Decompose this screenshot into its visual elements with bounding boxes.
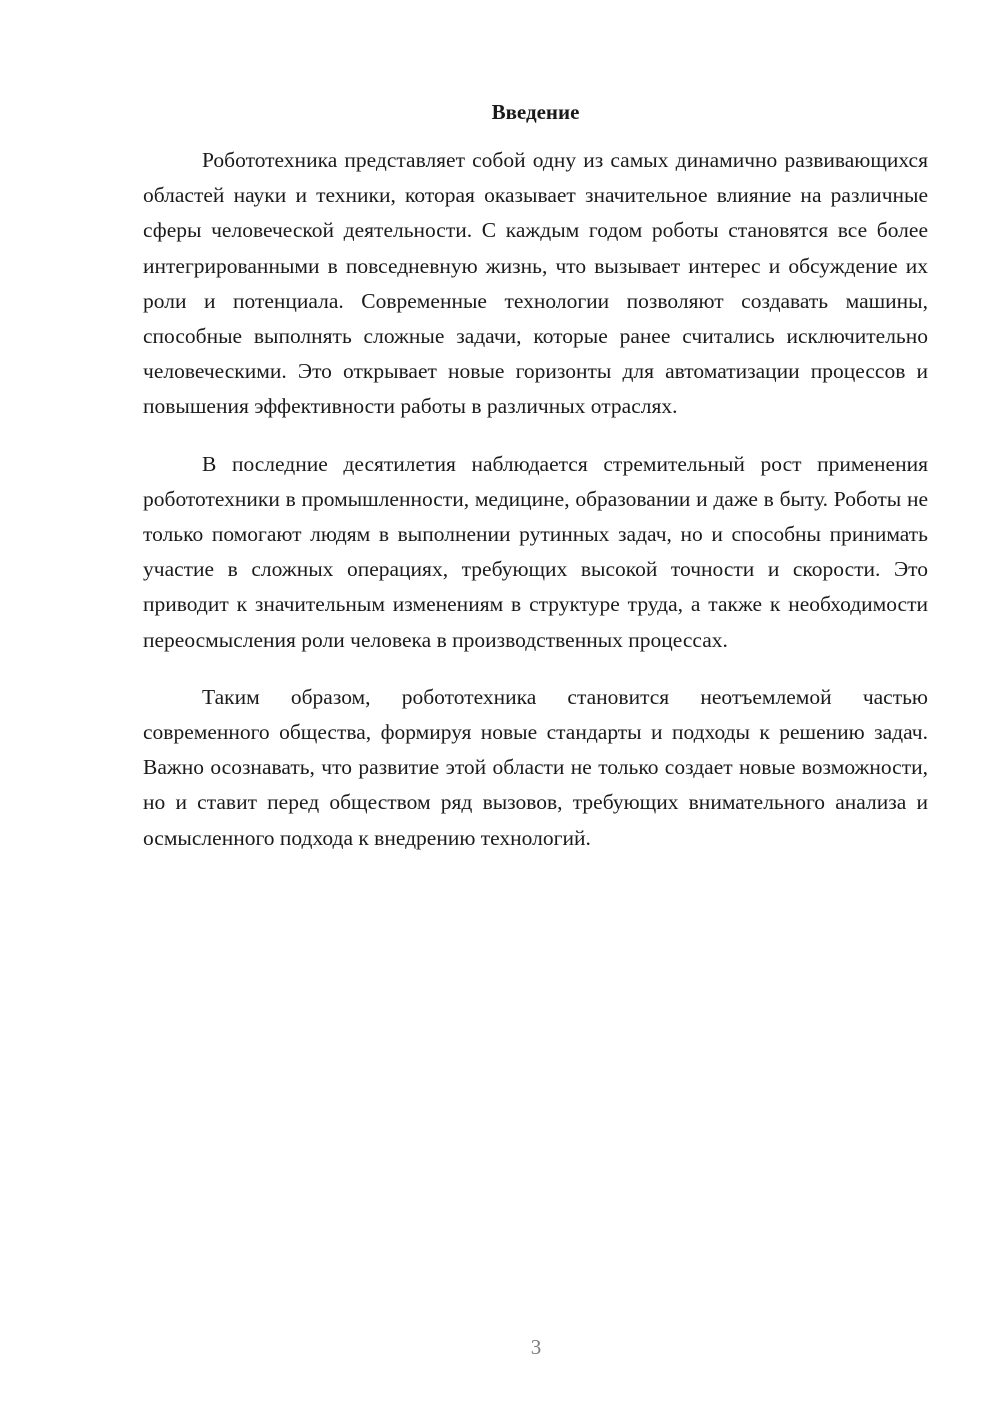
paragraph-1: Робототехника представляет собой одну из самых динамично развивающихся областей науки и техники, которая оказывает значительное влияние на различные сферы человеческой деятельности. С каждым годом роботы становятся все более интегрированными в повседневную жизнь, что вызывает интерес и обсуждение их роли и потенциала. Современные технологии позволяют создавать машины, способные выполнять сложные задачи, которые ранее считались исключительно человеческими. Это открывает новые горизонты для автоматизации процессов и повышения эффективности работы в различных отраслях. bbox=[143, 148, 928, 419]
body-text bbox=[143, 143, 928, 878]
section-heading: Введение bbox=[491, 100, 580, 124]
paragraph-2: В последние десятилетия наблюдается стремительный рост применения робототехники в промышленности, медицине, образовании и даже в быту. Роботы не только помогают людям в выполнении рутинных задач, но и способны принимать участие в сложных операциях, требующих высокой точности и скорости. Это приводит к значительным изменениям в структуре труда, а также к необходимости переосмысления роли человека в производственных процессах. bbox=[143, 451, 928, 652]
paragraph-3: Таким образом, робототехника становится неотъемлемой частью современного общества, формируя новые стандарты и подходы к решению задач. Важно осознавать, что развитие этой области не только создает новые возможности, но и ставит перед обществом ряд вызовов, требующих внимательного анализа и осмысленного подхода к внедрению технологий. bbox=[143, 684, 928, 850]
page-number: 3 bbox=[530, 1335, 542, 1359]
